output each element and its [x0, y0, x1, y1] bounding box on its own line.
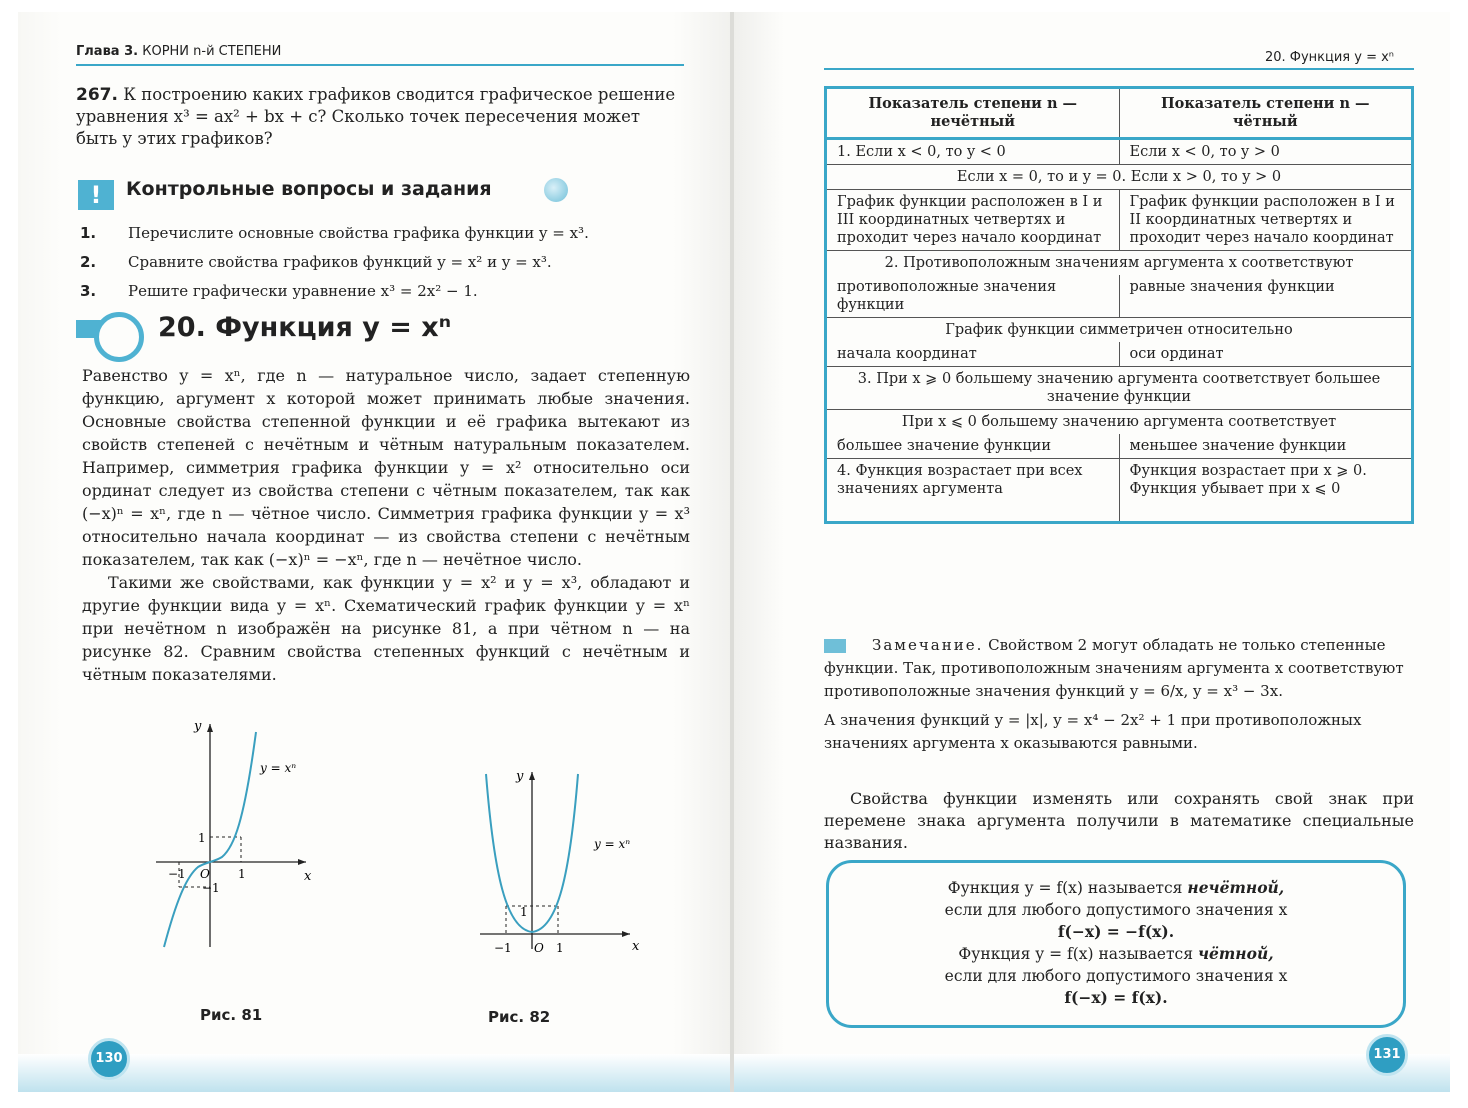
definition-even — [829, 943, 1403, 965]
y-axis-arrow — [207, 724, 213, 732]
question-list — [80, 218, 680, 305]
list-item — [80, 276, 680, 305]
definition-text: Функция y = f(x) называется — [947, 879, 1183, 897]
definition-text: если для любого допустимого значения x — [944, 901, 1288, 919]
control-questions-title: Контрольные вопросы и задания — [126, 178, 492, 200]
note-text: Свойством 2 могут обладать не только степенные функции. Так, противоположным значениям аргумента x соответствуют противоположные значения функций y = 6/x, y = x³ − 3x. — [824, 636, 1404, 700]
table-cell: равные значения функции — [1119, 275, 1413, 318]
x-axis-label: x — [632, 939, 640, 954]
book-spread — [18, 12, 1450, 1092]
figure-81 — [146, 712, 336, 952]
table-cell: большее значение функции — [826, 434, 1120, 459]
tick-label: −1 — [202, 881, 220, 895]
tick-label: 1 — [520, 905, 528, 919]
x-axis-arrow — [298, 859, 306, 865]
note-block — [824, 634, 1414, 755]
section-title: 20. Функция y = xⁿ — [158, 312, 451, 343]
table-cell: Если x = 0, то и y = 0. Если x > 0, то y > 0 — [826, 165, 1413, 190]
table-row — [826, 410, 1413, 435]
tick-label: −1 — [168, 867, 186, 881]
definition-text: Функция y = f(x) называется — [958, 945, 1194, 963]
tick-label: 1 — [238, 867, 246, 881]
column-header-odd: Показатель степени n — нечётный — [826, 88, 1120, 139]
page-number-badge: 131 — [1366, 1034, 1408, 1076]
paragraph: Такими же свойствами, как функции y = x² и y = x³, обладают и другие функции вида y = xⁿ. Схематический график функции y = xⁿ при нечётном n изображён на рисунке 81, а при чётном n — на рисунке 82. Сравним свойства степенных функций с нечётным и чётным показателями. — [82, 573, 690, 684]
table-row — [826, 190, 1413, 251]
table-row — [826, 459, 1413, 523]
table-cell: начала координат — [826, 342, 1120, 367]
table-cell: оси ординат — [1119, 342, 1413, 367]
section-header: 20. Функция y = xⁿ — [1264, 50, 1394, 65]
table-row — [826, 434, 1413, 459]
y-axis-arrow — [529, 772, 535, 780]
table-row — [826, 275, 1413, 318]
table-cell: Если x < 0, то y > 0 — [1119, 139, 1413, 165]
tick-label: 1 — [556, 941, 564, 954]
table-header-row — [826, 88, 1413, 139]
table-cell: Функция возрастает при x ⩾ 0. Функция убывает при x ⩽ 0 — [1119, 459, 1413, 523]
table-row — [826, 251, 1413, 276]
globe-icon — [544, 178, 568, 202]
table-cell: 3. При x ⩾ 0 большему значению аргумента соответствует большее значение функции — [826, 367, 1413, 410]
paragraph: Равенство y = xⁿ, где n — натуральное число, задает степенную функцию, аргумент x которой может принимать любые значения. Основные свойства степенной функции и её графика вытекают из свойств степеней с нечётным и чётным натуральным показателем. Например, симметрия графика функции y = x² относительно оси ординат следует из свойства степени с чётным показателем, так как (−x)ⁿ = xⁿ, где n — чётное число. Симметрия графика функции y = x³ относительно начала координат — из свойства степени с нечётным показателем, так как (−x)ⁿ = −xⁿ, где n — нечётное число. — [82, 366, 690, 569]
page-number-badge: 130 — [88, 1038, 130, 1080]
question-number: 2. — [80, 252, 97, 271]
table-row — [826, 165, 1413, 190]
origin-label: O — [534, 941, 544, 954]
note-text: А значения функций y = |x|, y = x⁴ − 2x² + 1 при противоположных значениях аргумента x оказываются равными. — [824, 711, 1362, 752]
question-text: Сравните свойства графиков функций y = x² и y = x³. — [128, 252, 552, 271]
definition-box — [826, 860, 1406, 1028]
definition-formula: f(−x) = f(x). — [1064, 988, 1168, 1007]
properties-table — [824, 86, 1414, 524]
table-row — [826, 318, 1413, 343]
exclamation-icon: ! — [78, 180, 114, 210]
table-row — [826, 139, 1413, 165]
note-marker-icon — [824, 639, 846, 653]
y-axis-label: y — [516, 769, 524, 784]
list-item — [80, 218, 680, 247]
table-cell: При x ⩽ 0 большему значению аргумента соответствует — [826, 410, 1413, 435]
table-cell: противоположные значения функции — [826, 275, 1120, 318]
table-row — [826, 342, 1413, 367]
problem-text: К построению каких графиков сводится графическое решение уравнения x³ = ax² + bx + c? Сколько точек пересечения может быть у этих графиков? — [76, 85, 676, 148]
table-cell: 1. Если x < 0, то y < 0 — [826, 139, 1120, 165]
x-axis-label: x — [304, 869, 312, 884]
table-cell: меньшее значение функции — [1119, 434, 1413, 459]
tick-label: −1 — [494, 941, 512, 954]
curve-label: y = xⁿ — [260, 761, 297, 775]
tick-label: 1 — [198, 831, 206, 845]
figure-82 — [470, 764, 650, 954]
figure-81-caption: Рис. 81 — [200, 1006, 263, 1024]
chapter-header — [76, 44, 281, 59]
chapter-number: Глава 3. — [76, 44, 139, 59]
origin-label: O — [200, 867, 210, 881]
table-cell: 4. Функция возрастает при всех значениях аргумента — [826, 459, 1120, 523]
header-rule — [824, 68, 1414, 70]
table-cell: График функции расположен в I и II координатных четвертях и проходит через начало координат — [1119, 190, 1413, 251]
table-cell: 2. Противоположным значениям аргумента x соответствуют — [826, 251, 1413, 276]
definition-term: нечётной, — [1187, 878, 1285, 897]
paragraph: Свойства функции изменять или сохранять свой знак при перемене знака аргумента получили в математике специальные названия. — [824, 789, 1414, 852]
definition-odd — [829, 877, 1403, 899]
left-page — [18, 12, 730, 1092]
question-text: Решите графически уравнение x³ = 2x² − 1. — [128, 281, 478, 300]
question-number: 3. — [80, 281, 97, 300]
header-rule — [76, 64, 684, 66]
note-label: Замечание. — [872, 636, 984, 654]
section-circle-icon — [94, 312, 144, 362]
definition-text: если для любого допустимого значения x — [944, 967, 1288, 985]
figure-82-caption: Рис. 82 — [488, 1008, 551, 1026]
definition-formula: f(−x) = −f(x). — [1057, 922, 1175, 941]
curve-label: y = xⁿ — [594, 837, 631, 851]
question-text: Перечислите основные свойства графика функции y = x³. — [128, 223, 589, 242]
table-cell: График функции расположен в I и III координатных четвертях и проходит через начало координат — [826, 190, 1120, 251]
right-page — [734, 12, 1450, 1092]
problem-267 — [76, 84, 686, 150]
table-cell: График функции симметричен относительно — [826, 318, 1413, 343]
question-number: 1. — [80, 223, 97, 242]
definition-term: чётной, — [1197, 944, 1274, 963]
list-item — [80, 247, 680, 276]
column-header-even: Показатель степени n — чётный — [1119, 88, 1413, 139]
x-axis-arrow — [622, 931, 630, 937]
chapter-title: КОРНИ n-й СТЕПЕНИ — [142, 44, 282, 59]
table-row — [826, 367, 1413, 410]
page-bottom-band — [734, 1054, 1450, 1092]
section-body — [82, 364, 690, 686]
y-axis-label: y — [194, 719, 202, 734]
problem-number: 267. — [76, 85, 118, 105]
